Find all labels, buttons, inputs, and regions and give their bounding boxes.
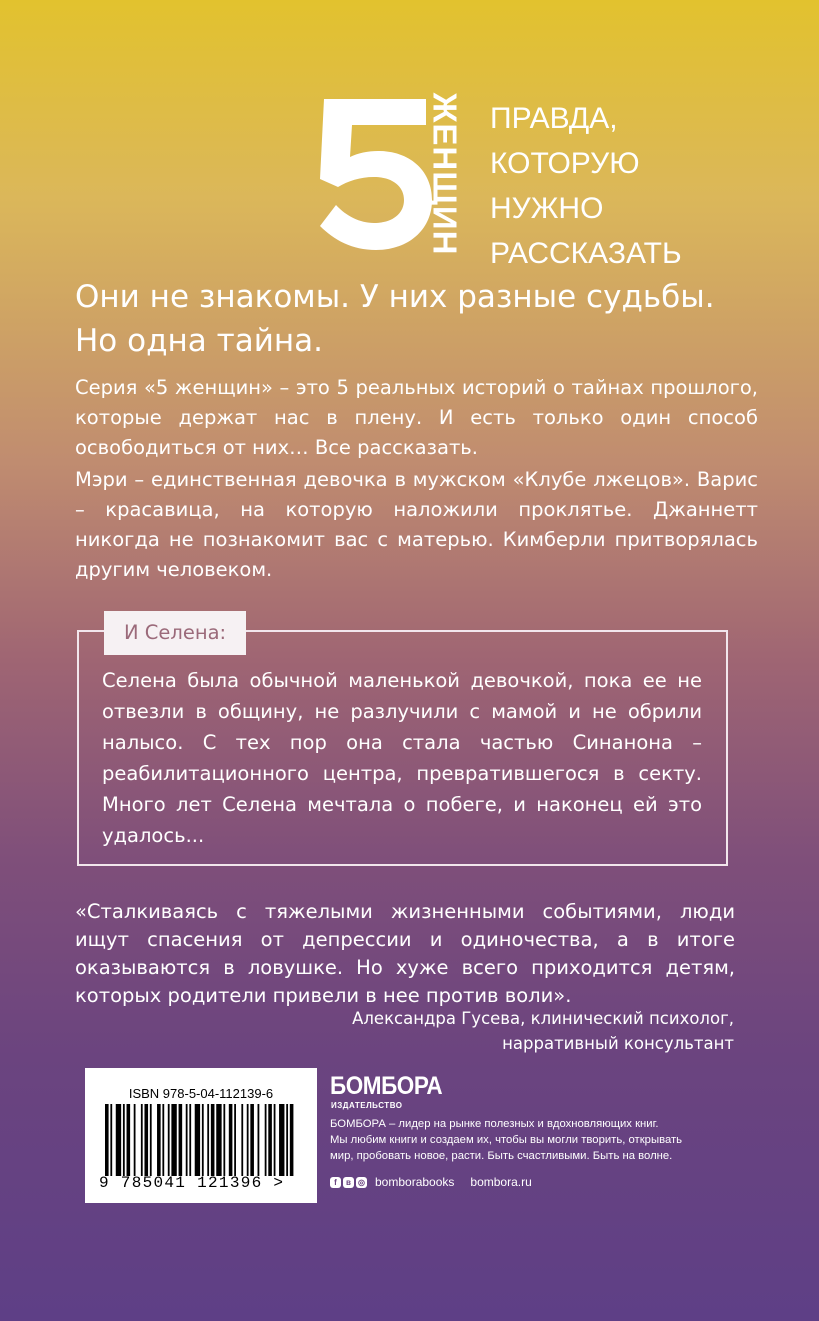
headline: [75, 275, 775, 363]
series-description: Серия «5 женщин» – это 5 реальных историй о тайнах прошлого, которые держат нас в плену. И есть только один способ освободиться от них… Все рассказать.: [75, 376, 758, 459]
vk-icon[interactable]: в: [343, 1177, 354, 1188]
isbn-text: ISBN 978-5-04-112139-6: [128, 1086, 274, 1101]
barcode-box: [85, 1068, 317, 1203]
tagline: [490, 96, 682, 276]
tagline-line: ПРАВДА,: [490, 102, 618, 135]
series-logo-digit: [316, 99, 432, 250]
publisher-logo: БОМБОРА: [330, 1072, 443, 1100]
headline-line: Они не знакомы. У них разные судьбы.: [75, 279, 715, 315]
headline-line: Но одна тайна.: [75, 323, 323, 359]
selena-box-label: И Селена:: [104, 611, 246, 655]
publisher-description-line: БОМБОРА – лидер на рынке полезных и вдохновляющих книг.: [330, 1118, 659, 1130]
author-line: нарративный консультант: [502, 1034, 734, 1053]
barcode-number: 9 785041 121396 >: [99, 1174, 285, 1192]
series-logo-word: ЖЕНЩИН: [426, 92, 464, 256]
characters-description: Мэри – единственная девочка в мужском «Клубе лжецов». Варис – красавица, на которую наложили проклятье. Джаннетт никогда не познакомит вас с матерью. Кимберли притворялась другим человеком.: [75, 468, 758, 581]
publisher-description-line: Мы любим книги и создаем их, чтобы вы могли творить, открывать: [330, 1134, 683, 1146]
social-links: [330, 1175, 532, 1189]
instagram-icon[interactable]: ◎: [356, 1177, 367, 1188]
publisher-description-line: мир, пробовать новое, расти. Быть счастливыми. Быть на волне.: [330, 1150, 673, 1162]
tagline-line: КОТОРУЮ: [490, 147, 640, 180]
publisher-description: [330, 1116, 750, 1164]
quote-author: [352, 1006, 734, 1056]
selena-box-text: Селена была обычной маленькой девочкой, пока ее не отвезли в общину, не разлучили с мамой и не обрили налысо. С тех пор она стала частью Синанона – реабилитационного центра, превратившегося в секту. Много лет Селена мечтала о побеге, и наконец ей это удалось...: [102, 669, 702, 847]
author-line: Александра Гусева, клинический психолог,: [352, 1009, 734, 1028]
social-handle[interactable]: bomborabooks: [375, 1175, 455, 1189]
tagline-line: РАССКАЗАТЬ: [490, 237, 682, 270]
publisher-site[interactable]: bombora.ru: [470, 1175, 532, 1189]
facebook-icon[interactable]: f: [330, 1177, 341, 1188]
publisher-logo-sub: ИЗДАТЕЛЬСТВО: [331, 1101, 403, 1110]
barcode-icon: [105, 1104, 297, 1176]
tagline-line: НУЖНО: [490, 192, 604, 225]
quote: «Сталкиваясь с тяжелыми жизненными событиями, люди ищут спасения от депрессии и одиночества, а в итоге оказываются в ловушке. Но хуже всего приходится детям, которых родители привели в нее против воли».: [75, 900, 735, 1007]
